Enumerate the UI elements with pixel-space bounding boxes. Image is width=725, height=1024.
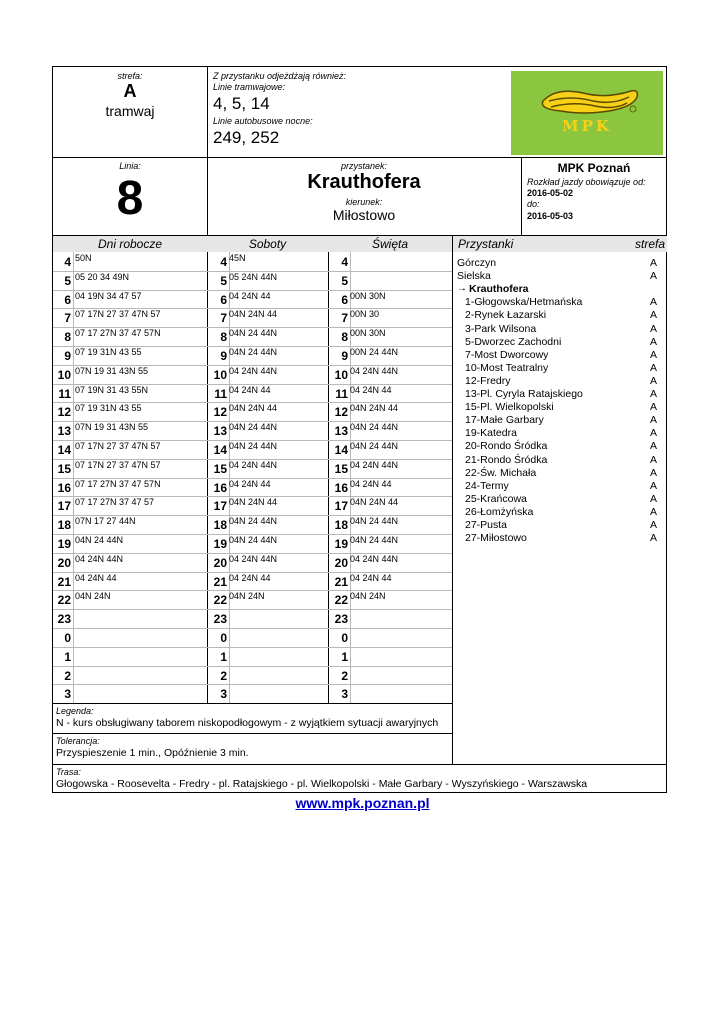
departure-minutes: 00N 30: [350, 309, 380, 320]
departure-minutes: 04 24N 44: [229, 478, 271, 489]
hour-label: 12: [334, 405, 348, 420]
hour-label: 3: [64, 687, 71, 702]
line-label: Linia:: [119, 161, 141, 171]
hour-label: 20: [57, 555, 71, 570]
cell-divider: [350, 271, 351, 290]
hour-label: 17: [334, 499, 348, 514]
hour-label: 5: [220, 273, 227, 288]
stop-name: 27-Pusta: [465, 519, 508, 531]
hour-label: 13: [57, 424, 71, 439]
cell-divider: [73, 572, 74, 591]
hours-grid: [53, 252, 452, 703]
departure-minutes: 07N 19 31 43N 55: [75, 365, 149, 376]
stop-zone: A: [649, 519, 657, 531]
departure-minutes: 07 17 27N 37 47 57N: [75, 478, 161, 489]
hour-label: 22: [213, 593, 227, 608]
departure-minutes: 07 17N 27 37 47N 57: [75, 459, 161, 470]
night-lines-label: Linie autobusowe nocne:: [213, 116, 313, 126]
tolerance-label: Tolerancja:: [56, 736, 100, 746]
hour-label: 9: [341, 349, 348, 363]
stop-zone: A: [649, 309, 657, 322]
hour-label: 18: [57, 518, 71, 533]
stop-zone: A: [649, 401, 657, 414]
hour-label: 1: [220, 649, 227, 664]
cell-divider: [73, 252, 74, 271]
departure-minutes: 04N 24N 44: [350, 497, 399, 508]
hour-label: 3: [220, 687, 227, 702]
cell-divider: [73, 666, 74, 685]
hour-label: 16: [213, 480, 227, 495]
hour-label: 10: [334, 367, 348, 382]
departure-minutes: 04 24N 44: [350, 478, 392, 489]
departure-minutes: 04N 24N: [229, 591, 265, 602]
cell-divider: [73, 647, 74, 666]
hour-label: 19: [57, 537, 71, 551]
stop-name: 17-Małe Garbary: [465, 414, 544, 427]
cell-divider: [73, 290, 74, 309]
hour-label: 13: [334, 424, 348, 439]
departure-minutes: 07 17N 27 37 47N 57: [75, 441, 161, 451]
hour-label: 17: [57, 499, 71, 514]
departure-minutes: 07 17 27N 37 47 57N: [75, 328, 161, 339]
row-divider: [53, 647, 452, 648]
stop-zone: A: [649, 257, 657, 269]
hour-label: 15: [334, 461, 348, 476]
hour-label: 15: [57, 461, 71, 476]
night-lines: 249, 252: [213, 128, 280, 147]
stop-name: 10-Most Teatralny: [465, 361, 549, 374]
departure-minutes: 05 24N 44N: [229, 271, 278, 282]
hour-label: 15: [213, 461, 227, 476]
hour-label: 18: [213, 518, 227, 533]
departure-minutes: 04N 24N 44: [229, 309, 278, 320]
hour-label: 19: [334, 537, 348, 551]
stop-zone: A: [649, 466, 657, 479]
hour-label: 21: [57, 574, 71, 589]
row-divider: [53, 609, 452, 610]
stop-name: 19-Katedra: [465, 427, 517, 440]
hour-label: 12: [213, 405, 227, 420]
stops-list: [457, 257, 665, 557]
cell-divider: [73, 308, 74, 327]
cell-divider: [73, 515, 74, 534]
stop-name: 26-Łomżyńska: [465, 505, 534, 518]
departure-minutes: 04 24N 44N: [350, 553, 399, 564]
departure-minutes: 04 24N 44N: [350, 365, 399, 376]
hour-label: 23: [334, 612, 348, 627]
divider: [53, 764, 667, 765]
departure-minutes: 04N 24 44N: [229, 347, 278, 357]
hour-label: 2: [64, 668, 71, 683]
departure-minutes: 50N: [75, 253, 92, 263]
departure-minutes: 04 24N 44: [229, 384, 271, 395]
departure-minutes: 04N 24 44N: [350, 535, 399, 545]
departure-minutes: 04 24N 44: [75, 572, 117, 583]
stop-name: Sielska: [457, 270, 491, 283]
hour-label: 4: [220, 255, 227, 269]
hour-label: 8: [341, 330, 348, 345]
hour-label: 22: [334, 593, 348, 608]
hour-label: 4: [341, 255, 348, 269]
cell-divider: [73, 553, 74, 572]
cell-divider: [229, 647, 230, 666]
arrow-right-icon: →: [457, 283, 467, 295]
cell-divider: [73, 440, 74, 459]
cell-divider: [229, 609, 230, 628]
timetable-frame: [52, 66, 667, 793]
stop-zone: A: [649, 414, 657, 427]
cell-divider: [73, 327, 74, 346]
departure-minutes: 04N 24 44N: [350, 422, 399, 433]
departure-minutes: 07 19N 31 43 55N: [75, 384, 149, 395]
stop-name: 27-Miłostowo: [465, 532, 527, 545]
departure-minutes: 04 24N 44N: [75, 553, 124, 564]
cell-divider: [350, 252, 351, 271]
stop-name: 5-Dworzec Zachodni: [465, 335, 562, 348]
stop-zone: A: [649, 296, 657, 309]
cell-divider: [73, 271, 74, 290]
departure-minutes: 07N 19 31 43N 55: [75, 422, 149, 433]
route-label: Trasa:: [56, 767, 81, 777]
stop-zone: A: [649, 532, 657, 545]
hour-label: 9: [220, 349, 227, 363]
operator-name: MPK Poznań: [557, 161, 631, 175]
cell-divider: [73, 384, 74, 403]
stop-zone: A: [649, 348, 657, 361]
departure-minutes: 00N 30N: [350, 290, 386, 301]
direction: Miłostowo: [332, 207, 396, 223]
departure-minutes: 04 24N 44N: [350, 459, 399, 470]
website-link[interactable]: www.mpk.poznan.pl: [295, 795, 430, 811]
hour-label: 11: [214, 386, 227, 401]
stop-name: 2-Rynek Łazarski: [465, 309, 547, 322]
cell-divider: [73, 684, 74, 703]
departure-minutes: 04N 24 44N: [229, 535, 278, 545]
valid-to: 2016-05-03: [527, 211, 574, 221]
row-divider: [53, 666, 452, 667]
departure-minutes: 04 24N 44: [229, 290, 271, 301]
stop-name: 1-Głogowska/Hetmańska: [465, 296, 583, 309]
stop-name: Krauthofera: [469, 283, 529, 296]
stop-name: Górczyn: [457, 257, 497, 269]
hour-label: 23: [213, 612, 227, 627]
hour-label: 20: [334, 555, 348, 570]
departure-minutes: 04N 24N 44: [229, 403, 278, 414]
hour-label: 7: [220, 311, 227, 326]
departure-minutes: 04 24N 44N: [229, 365, 278, 376]
stop-name: 7-Most Dworcowy: [465, 348, 549, 361]
hour-label: 10: [57, 367, 71, 382]
tolerance-text: Przyspieszenie 1 min., Opóźnienie 3 min.: [56, 747, 249, 759]
cell-divider: [229, 684, 230, 703]
stop-zone: A: [649, 440, 657, 453]
stop-name: 21-Rondo Śródka: [465, 453, 548, 466]
logo-text: MPK: [562, 117, 612, 135]
hour-label: 11: [58, 386, 71, 401]
departure-minutes: 45N: [229, 253, 246, 263]
divider: [53, 703, 452, 704]
stop-name: 20-Rondo Śródka: [465, 440, 548, 453]
stop-zone: A: [649, 427, 657, 440]
departure-minutes: 04N 24 44N: [229, 516, 278, 527]
hour-label: 21: [213, 574, 227, 589]
hour-label: 6: [64, 292, 71, 307]
hour-label: 23: [57, 612, 71, 627]
stop-name: 3-Park Wilsona: [465, 322, 537, 335]
tram-lines: 4, 5, 14: [213, 94, 270, 113]
hour-label: 8: [64, 330, 71, 345]
cell-divider: [229, 666, 230, 685]
hour-label: 20: [213, 555, 227, 570]
hour-label: 17: [213, 499, 227, 514]
cell-divider: [73, 628, 74, 647]
departure-minutes: 04 24N 44N: [229, 459, 278, 470]
departure-minutes: 04N 24N: [75, 591, 111, 602]
departure-minutes: 00N 24 44N: [350, 347, 399, 357]
cell-divider: [73, 496, 74, 515]
departure-minutes: 04 24N 44N: [229, 553, 278, 564]
hour-label: 6: [220, 292, 227, 307]
also-label: Z przystanku odjeżdżają również:: [213, 71, 347, 81]
divider: [452, 235, 453, 764]
hour-label: 19: [213, 537, 227, 551]
stop-zone: A: [649, 335, 657, 348]
hour-label: 13: [213, 424, 227, 439]
legend-label: Legenda:: [56, 706, 94, 716]
hour-label: 12: [57, 405, 71, 420]
divider: [53, 733, 452, 734]
cell-divider: [350, 628, 351, 647]
route-text: Głogowska - Roosevelta - Fredry - pl. Ratajskiego - pl. Wielkopolski - Małe Garbary - Wyszyńskiego - Warszawska: [56, 778, 588, 790]
transport-mode: tramwaj: [105, 103, 155, 119]
stop-zone: A: [649, 270, 657, 283]
cell-divider: [73, 478, 74, 497]
stop-zone: A: [649, 492, 657, 505]
direction-label: kierunek:: [345, 197, 383, 207]
hour-label: 14: [213, 443, 227, 457]
departure-minutes: 04 24N 44: [350, 384, 392, 395]
stop-name: 25-Krańcowa: [465, 492, 527, 505]
departure-minutes: 04N 24N: [350, 591, 386, 602]
hour-label: 0: [64, 631, 71, 645]
hour-label: 9: [64, 349, 71, 363]
stop-name: 13-Pl. Cyryla Ratajskiego: [465, 388, 583, 400]
line-number: 8: [116, 172, 144, 225]
hour-label: 6: [341, 292, 348, 307]
hour-label: 16: [334, 480, 348, 495]
hour-label: 0: [341, 631, 348, 645]
cell-divider: [73, 421, 74, 440]
departure-minutes: 07 17 27N 37 47 57: [75, 497, 155, 508]
stop-zone: A: [649, 322, 657, 335]
stop-name: 12-Fredry: [465, 374, 511, 387]
hour-label: 10: [213, 367, 227, 382]
col-zone: strefa: [634, 237, 665, 251]
departure-minutes: 04 24N 44: [350, 572, 392, 583]
hour-label: 0: [220, 631, 227, 645]
hour-label: 2: [220, 668, 227, 683]
departure-minutes: 07 19 31N 43 55: [75, 403, 142, 414]
hour-label: 7: [64, 311, 71, 326]
stop-name: Krauthofera: [307, 171, 421, 193]
hour-label: 18: [334, 518, 348, 533]
hour-label: 14: [57, 443, 71, 457]
cell-divider: [73, 459, 74, 478]
stop-zone: A: [649, 388, 657, 400]
departure-minutes: 04N 24 44N: [75, 535, 124, 545]
hour-label: 21: [334, 574, 348, 589]
cell-divider: [229, 628, 230, 647]
stop-zone: A: [649, 453, 657, 466]
stop-zone: A: [649, 505, 657, 518]
zone-label: strefa:: [117, 71, 143, 81]
cell-divider: [73, 402, 74, 421]
departure-minutes: 04N 24 44N: [229, 328, 278, 339]
hour-label: 5: [341, 273, 348, 288]
departure-minutes: 04N 24 44N: [350, 441, 399, 451]
col-holiday: Święta: [371, 237, 409, 251]
cell-divider: [73, 534, 74, 553]
departure-minutes: 04N 24N 44: [229, 497, 278, 508]
valid-from: 2016-05-02: [527, 188, 574, 198]
cell-divider: [350, 609, 351, 628]
cell-divider: [73, 609, 74, 628]
cell-divider: [73, 365, 74, 384]
hour-label: 22: [57, 593, 71, 608]
stop-zone: A: [649, 479, 657, 492]
stop-name: 15-Pl. Wielkopolski: [465, 401, 554, 414]
hour-label: 1: [341, 649, 348, 664]
cell-divider: [350, 684, 351, 703]
stop-name: 22-Św. Michała: [465, 466, 537, 479]
cell-divider: [350, 647, 351, 666]
stop-zone: A: [649, 361, 657, 374]
departure-minutes: 00N 30N: [350, 328, 386, 339]
hour-label: 3: [341, 687, 348, 702]
departure-minutes: 07N 17 27 44N: [75, 516, 136, 527]
departure-minutes: 07 17N 27 37 47N 57: [75, 309, 161, 320]
hour-label: 16: [57, 480, 71, 495]
departure-minutes: 07 19 31N 43 55: [75, 347, 142, 357]
mpk-logo-icon: [511, 71, 663, 155]
col-stops: Przystanki: [458, 237, 514, 251]
hour-label: 2: [341, 668, 348, 683]
valid-to-label: do:: [527, 199, 540, 209]
divider: [53, 157, 667, 158]
hour-label: 8: [220, 330, 227, 345]
cell-divider: [350, 666, 351, 685]
valid-label: Rozkład jazdy obowiązuje od:: [527, 177, 646, 187]
hour-label: 4: [64, 255, 71, 269]
cell-divider: [73, 346, 74, 365]
hour-label: 14: [334, 443, 348, 457]
cell-divider: [73, 590, 74, 609]
row-divider: [53, 684, 452, 685]
hour-label: 11: [335, 386, 348, 401]
departure-minutes: 04N 24 44N: [350, 516, 399, 527]
departure-minutes: 04 19N 34 47 57: [75, 290, 142, 301]
departure-minutes: 04N 24 44N: [229, 422, 278, 433]
departure-minutes: 05 20 34 49N: [75, 271, 130, 282]
stop-name: 24-Termy: [465, 479, 509, 492]
hour-label: 1: [64, 649, 71, 664]
col-saturday: Soboty: [248, 237, 287, 251]
stop-zone: A: [649, 374, 657, 387]
departure-minutes: 04 24N 44: [229, 572, 271, 583]
hour-label: 5: [64, 273, 71, 288]
row-divider: [53, 628, 452, 629]
legend-text: N - kurs obsługiwany taborem niskopodłogowym - z wyjątkiem sytuacji awaryjnych: [56, 717, 439, 729]
stop-label: przystanek:: [340, 161, 388, 171]
departure-minutes: 04N 24N 44: [350, 403, 399, 414]
hour-label: 7: [341, 311, 348, 326]
mpk-logo: [511, 71, 663, 155]
col-weekday: Dni robocze: [97, 237, 163, 251]
tram-lines-label: Linie tramwajowe:: [213, 82, 286, 92]
zone-value: A: [123, 81, 137, 101]
departure-minutes: 04N 24 44N: [229, 441, 278, 451]
